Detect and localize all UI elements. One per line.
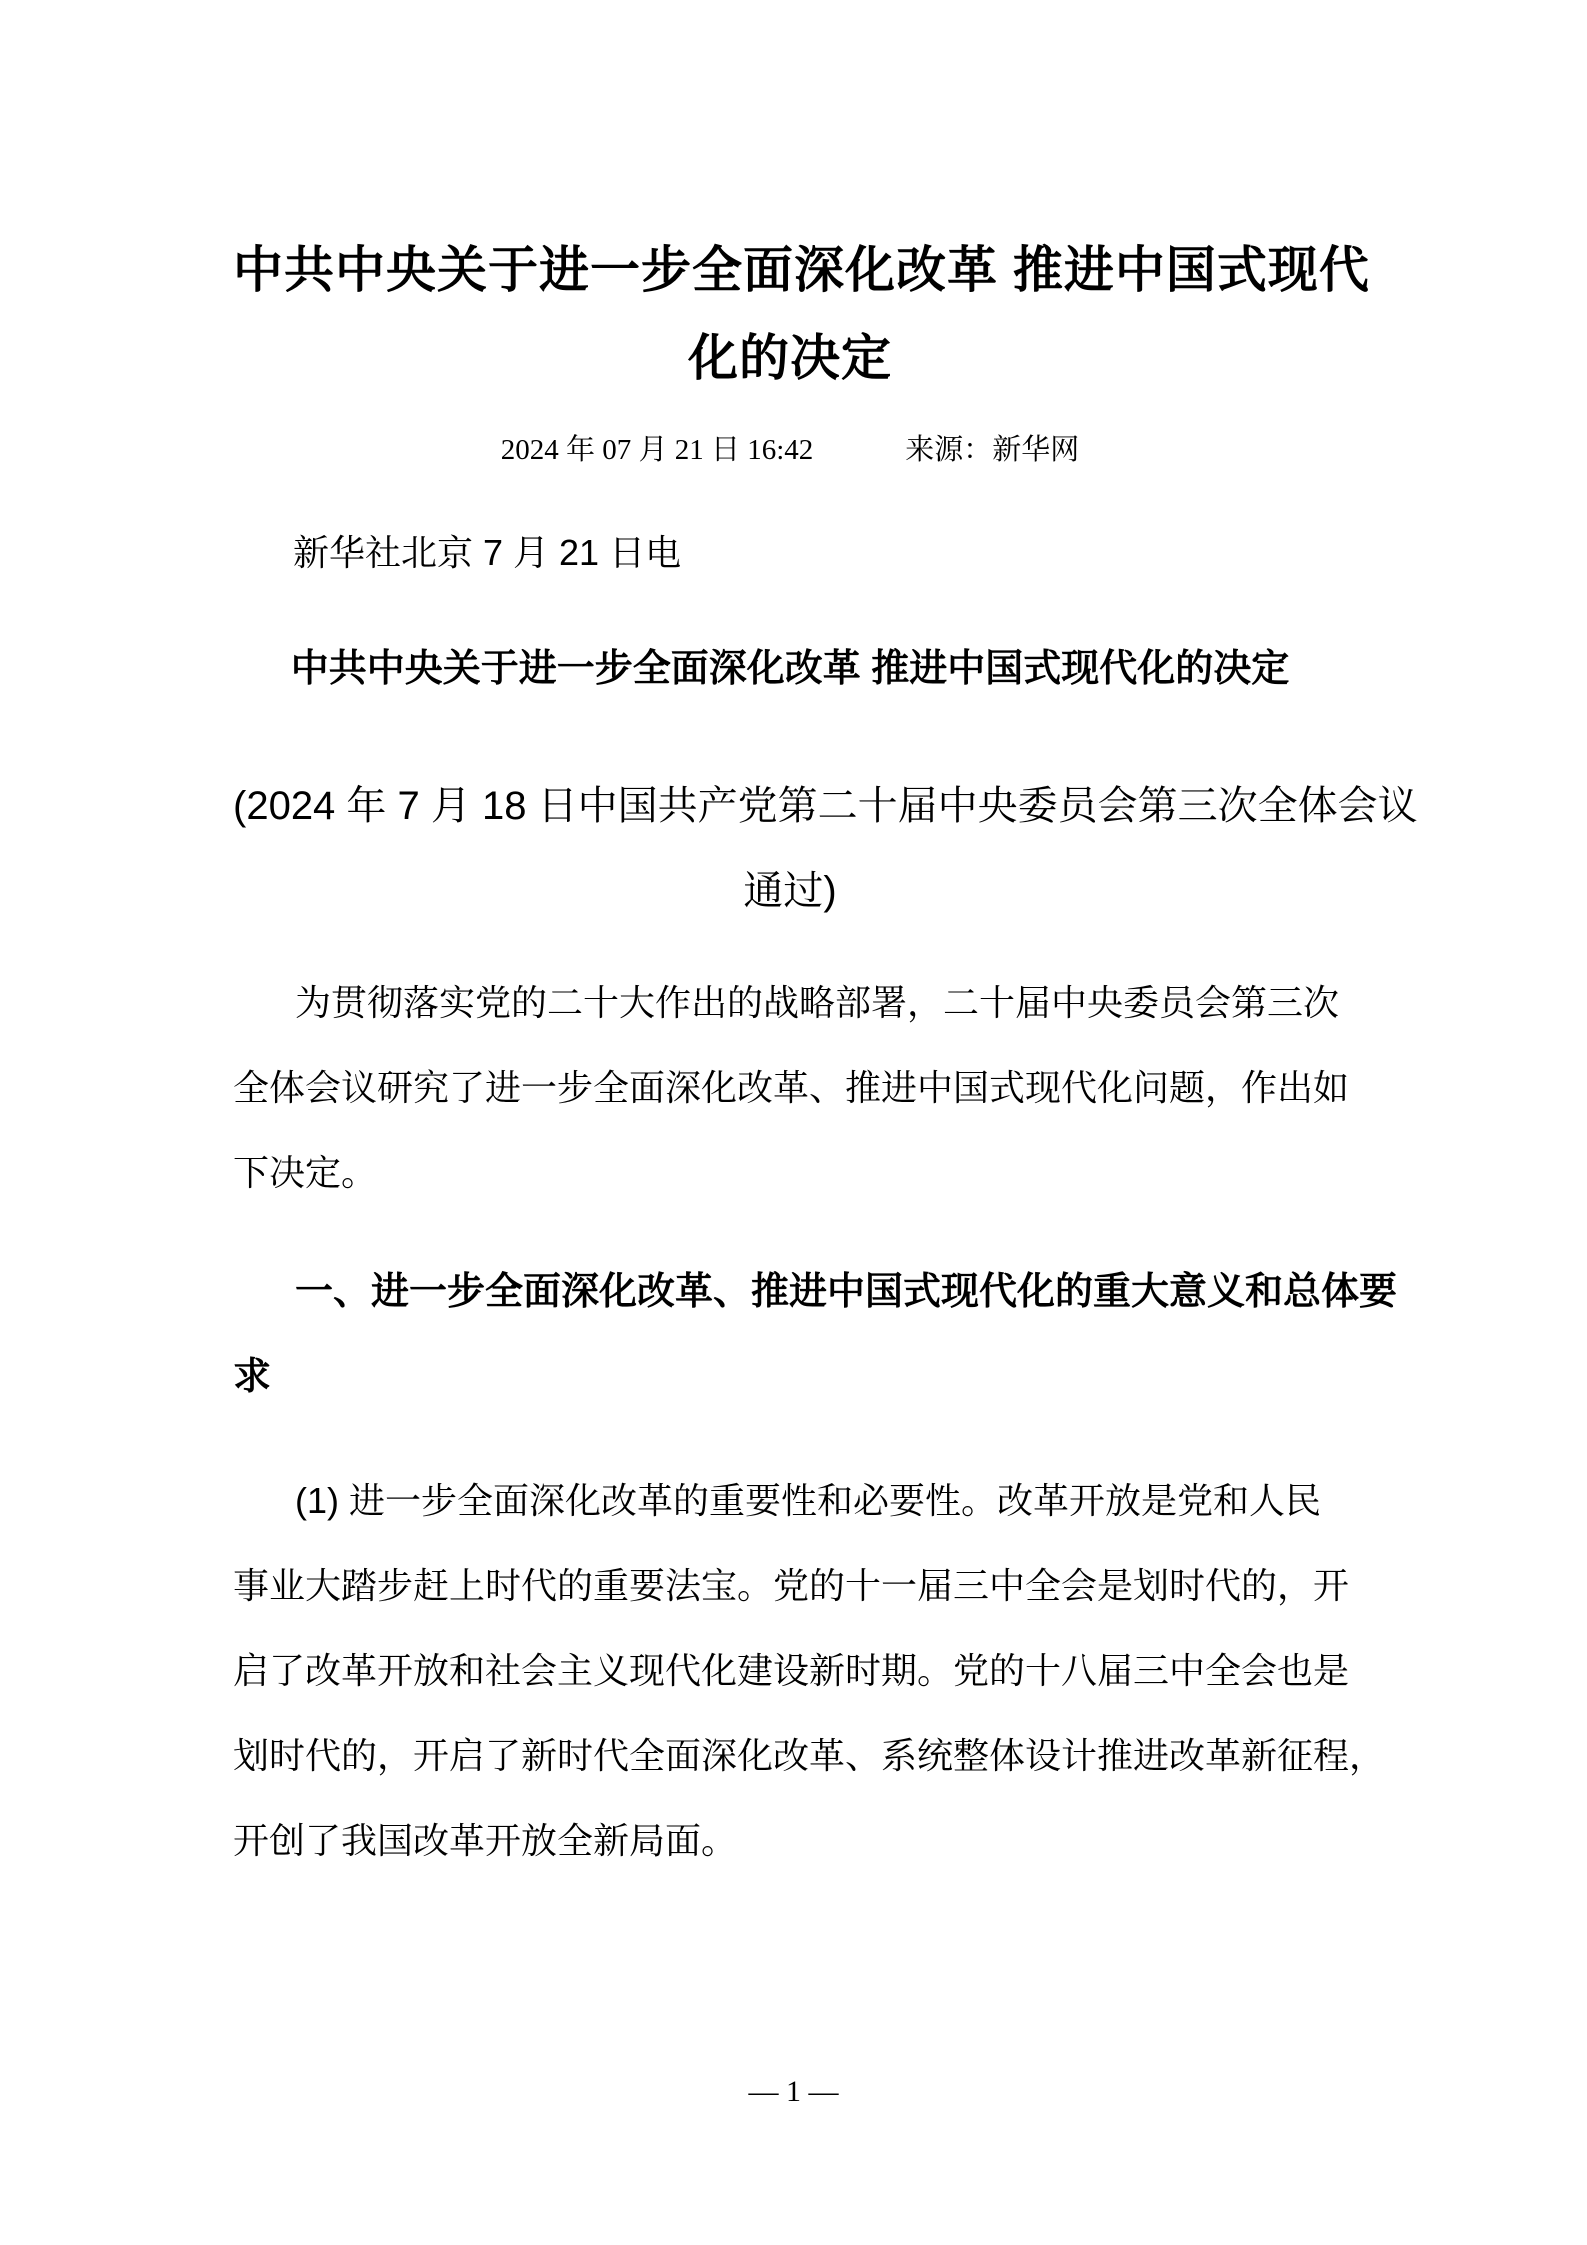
item-1-paragraph-line-2: 事业大踏步赶上时代的重要法宝。党的十一届三中全会是划时代的，开 [233, 1565, 1350, 1606]
adoption-note-line-2: 通过) [743, 869, 837, 913]
news-dateline: 新华社北京 7 月 21 日电 [293, 532, 682, 573]
source-label: 来源：新华网 [905, 434, 1080, 466]
intro-paragraph-line-2: 全体会议研究了进一步全面深化改革、推进中国式现代化问题，作出如 [233, 1067, 1350, 1108]
item-1-paragraph [233, 1458, 1386, 1883]
adoption-note [233, 764, 1418, 934]
article-title [233, 226, 1370, 402]
page-number: — 1 — [748, 2075, 839, 2108]
item-1-paragraph-line-4: 划时代的，开启了新时代全面深化改革、系统整体设计推进改革新征程， [233, 1735, 1386, 1776]
item-1-paragraph-line-3: 启了改革开放和社会主义现代化建设新时期。党的十八届三中全会也是 [233, 1650, 1350, 1691]
article-title-line-2: 化的决定 [688, 330, 892, 386]
section-1-heading [233, 1250, 1398, 1420]
item-1-paragraph-line-1: (1) 进一步全面深化改革的重要性和必要性。改革开放是党和人民 [295, 1480, 1322, 1521]
intro-paragraph-line-1: 为贯彻落实党的二十大作出的战略部署，二十届中央委员会第三次 [295, 982, 1340, 1023]
section-1-heading-line-2: 求 [233, 1356, 272, 1398]
item-1-paragraph-line-5: 开创了我国改革开放全新局面。 [233, 1820, 738, 1861]
article-subtitle: 中共中央关于进一步全面深化改革 推进中国式现代化的决定 [290, 648, 1290, 690]
intro-paragraph [233, 960, 1350, 1215]
article-meta [233, 430, 1347, 470]
article-title-line-1: 中共中央关于进一步全面深化改革 推进中国式现代 [233, 242, 1370, 298]
publish-datetime: 2024 年 07 月 21 日 16:42 [500, 434, 814, 466]
section-1-heading-line-1: 一、进一步全面深化改革、推进中国式现代化的重大意义和总体要 [295, 1271, 1398, 1313]
adoption-note-line-1: (2024 年 7 月 18 日中国共产党第二十届中央委员会第三次全体会议 [233, 784, 1418, 828]
intro-paragraph-line-3: 下决定。 [233, 1152, 378, 1193]
